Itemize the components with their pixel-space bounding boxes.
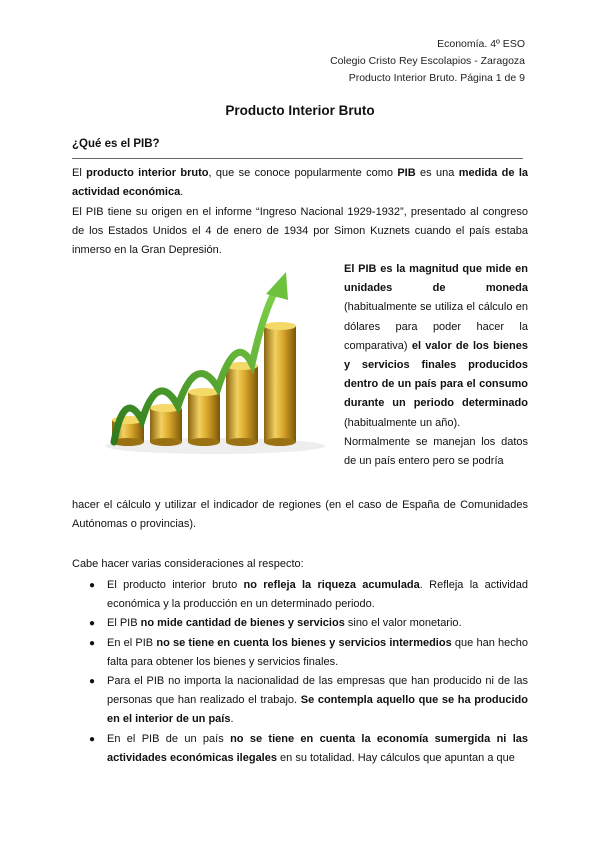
- bullet-icon: ●: [89, 580, 96, 591]
- bullet-icon: ●: [89, 618, 96, 630]
- list-item: ● En el PIB de un país no se tiene en cuenta la economía sumergida ni las actividades económicas ilegales en su totalidad. Hay cálculos que apuntan a que: [72, 730, 528, 768]
- coin-stack-4: [226, 362, 258, 446]
- section-divider: [72, 158, 523, 159]
- list-item: ● Para el PIB no importa la nacionalidad de las empresas que han producido ni de las personas que han realizado el trabajo. Se contempla aquello que se ha producido en el interior de un país.: [72, 672, 528, 730]
- header-subject: Economía. 4º ESO: [437, 38, 525, 50]
- list-item: ● El producto interior bruto no refleja la riqueza acumulada. Refleja la actividad económica y la producción en un determinado periodo.: [72, 576, 528, 614]
- paragraph-origin: El PIB tiene su origen en el informe “Ingreso Nacional 1929-1932”, presentado al congreso de los Estados Unidos el 4 de enero de 1934 por Simon Kuznets cuando el país estaba inmerso en la Gran Depresión.: [72, 206, 528, 257]
- list-item: ● En el PIB no se tiene en cuenta los bienes y servicios intermedios que han hecho falta para obtener los bienes y servicios finales.: [72, 634, 528, 672]
- paragraph-considerations-intro: Cabe hacer varias consideraciones al respecto:: [72, 558, 304, 570]
- page-header: [330, 36, 525, 87]
- section-heading: ¿Qué es el PIB?: [72, 138, 160, 150]
- growth-coins-illustration: [100, 270, 330, 455]
- considerations-list: [72, 576, 528, 768]
- bullet-icon: ●: [89, 637, 96, 649]
- paragraph-regions: hacer el cálculo y utilizar el indicador de regiones (en el caso de España de Comunidades Autónomas o provincias).: [72, 499, 528, 531]
- paragraph-definition: El producto interior bruto, que se conoce popularmente como PIB es una medida de la actividad económica.: [72, 167, 528, 199]
- header-page-info: Producto Interior Bruto. Página 1 de 9: [348, 72, 525, 84]
- paragraph-pib-magnitude: El PIB es la magnitud que mide en unidades de moneda (habitualmente se utiliza el cálculo en dólares para poder hacer la comparativa) el valor de los bienes y servicios finales producidos dentro de un país para el consumo durante un periodo determinado (habitualmente un año). Normalmente se manejan los datos de un país entero pero se podría: [344, 263, 528, 468]
- list-item: ● El PIB no mide cantidad de bienes y servicios sino el valor monetario.: [72, 614, 528, 633]
- coin-stack-3: [188, 388, 220, 446]
- document-title: Producto Interior Bruto: [225, 103, 375, 118]
- coin-stack-5: [264, 322, 296, 446]
- bullet-icon: ●: [89, 676, 96, 688]
- header-school: Colegio Cristo Rey Escolapios - Zaragoza: [330, 55, 525, 67]
- bullet-icon: ●: [89, 733, 96, 745]
